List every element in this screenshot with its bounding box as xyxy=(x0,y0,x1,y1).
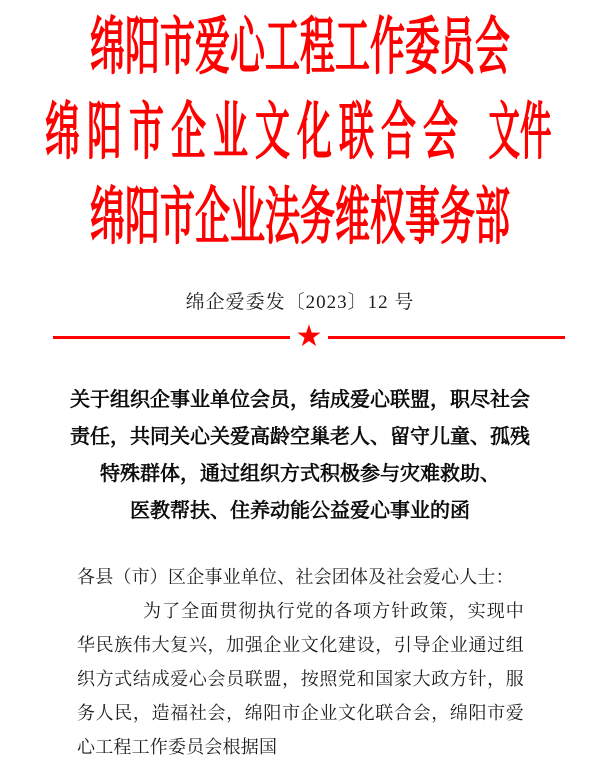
letterhead-org-3: 绵阳市企业法务维权事务部 xyxy=(89,182,510,253)
letterhead-line-3 xyxy=(0,175,600,260)
divider-rule-right xyxy=(328,336,565,339)
document-letterhead xyxy=(0,0,600,260)
divider-rule-left xyxy=(53,336,290,339)
title-line: 医教帮扶、住养动能公益爱心事业的函 xyxy=(130,500,470,522)
letterhead-line-1 xyxy=(0,5,600,90)
title-line: 关于组织企事业单位会员，结成爱心联盟，职尽社会 xyxy=(70,389,530,411)
document-title xyxy=(0,382,600,530)
salutation-line: 各县（市）区企事业单位、社会团体及社会爱心人士： xyxy=(77,567,514,587)
star-icon: ★ xyxy=(295,319,323,354)
document-body xyxy=(0,560,600,764)
letterhead-org-2: 绵阳市企业文化联合会 xyxy=(44,97,465,168)
letterhead-doc-word: 文件 xyxy=(488,97,552,168)
body-paragraph: 为了全面贯彻执行党的各项方针政策，实现中华民族伟大复兴，加强企业文化建设，引导企业通过组织方式结成爱心会员联盟，按照党和国家大政方针，服务人民，造福社会，绵阳市企业文化联合会，绵阳市爱心工程工作委员会根据国 xyxy=(77,601,524,757)
star-divider xyxy=(53,319,565,354)
letterhead-org-1: 绵阳市爱心工程工作委员会 xyxy=(89,12,510,83)
document-reference-number: 绵企爱委发〔2023〕12 号 xyxy=(185,292,415,313)
title-line: 责任，共同关心关爱高龄空巢老人、留守儿童、孤残 xyxy=(70,426,530,448)
title-line: 特殊群体，通过组织方式积极参与灾难救助、 xyxy=(100,463,500,485)
letterhead-line-2 xyxy=(0,90,600,175)
